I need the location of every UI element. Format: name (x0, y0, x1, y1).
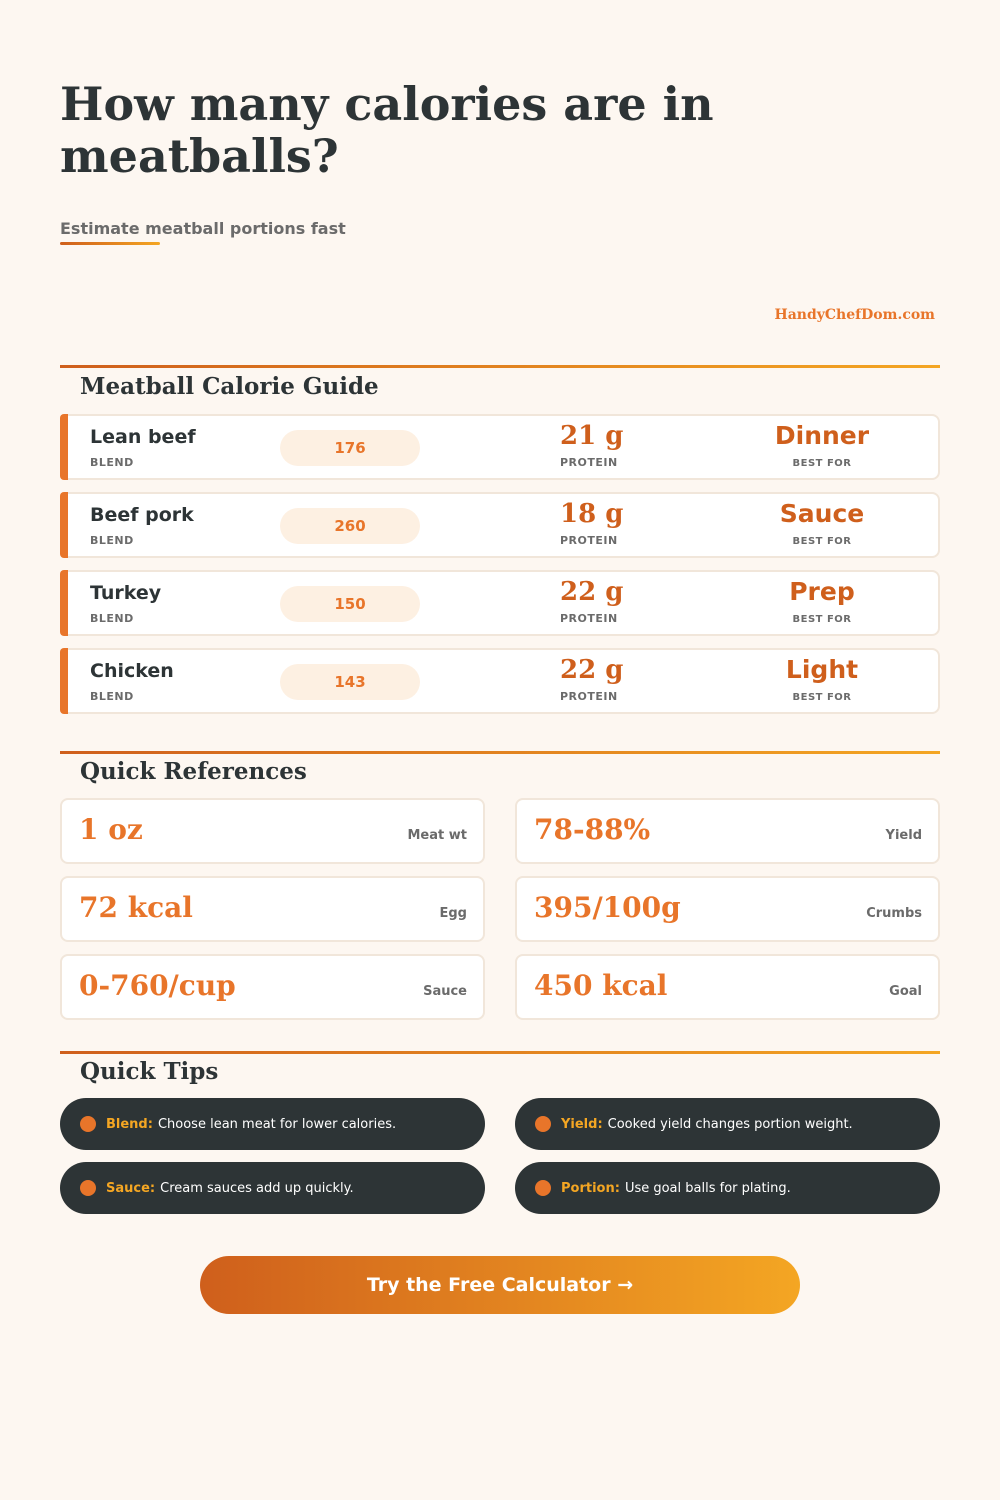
bullet-dot-icon (535, 1116, 551, 1132)
meat-type-label: BLEND (90, 612, 134, 625)
calorie-badge: 150 (280, 586, 420, 622)
reference-label: Goal (889, 984, 922, 999)
brand-link[interactable]: HandyChefDom.com (774, 307, 935, 323)
reference-value: 0-760/cup (79, 969, 236, 1002)
meat-type-label: BLEND (90, 534, 134, 547)
row-accent-bar (60, 414, 68, 480)
reference-label: Crumbs (866, 906, 922, 921)
reference-value: 450 kcal (534, 969, 668, 1002)
guide-divider (60, 365, 940, 368)
best-for-value: Light (785, 655, 859, 684)
best-for-value: Dinner (774, 421, 870, 450)
tip-portion (515, 1162, 940, 1214)
reference-label: Sauce (423, 984, 467, 999)
tip-key: Yield: (561, 1116, 603, 1132)
reference-value: 1 oz (79, 813, 143, 846)
reference-card-crumbs (515, 876, 940, 942)
reference-label: Egg (439, 906, 467, 921)
bullet-dot-icon (80, 1116, 96, 1132)
protein-value: 22 g (560, 577, 624, 607)
tip-text: Cream sauces add up quickly. (160, 1180, 354, 1196)
reference-card-yield (515, 798, 940, 864)
protein-label: PROTEIN (560, 612, 618, 625)
calorie-badge: 260 (280, 508, 420, 544)
tip-text: Use goal balls for plating. (624, 1180, 791, 1196)
protein-label: PROTEIN (560, 534, 618, 547)
row-accent-bar (60, 570, 68, 636)
guide-row-turkey (60, 570, 940, 636)
protein-value: 18 g (560, 499, 624, 529)
reference-label: Meat wt (407, 828, 467, 843)
protein-label: PROTEIN (560, 456, 618, 469)
tip-text: Choose lean meat for lower calories. (157, 1116, 397, 1132)
best-for-label: BEST FOR (792, 614, 852, 625)
meat-type-label: BLEND (90, 456, 134, 469)
best-for-value: Sauce (779, 499, 865, 528)
tip-key: Sauce: (106, 1180, 156, 1196)
reference-card-meat-wt (60, 798, 485, 864)
guide-row-lean-beef (60, 414, 940, 480)
tip-blend (60, 1098, 485, 1150)
tip-text: Cooked yield changes portion weight. (607, 1116, 853, 1132)
reference-value: 78-88% (534, 813, 651, 846)
references-divider (60, 751, 940, 754)
calorie-badge: 143 (280, 664, 420, 700)
page-subtitle: Estimate meatball portions fast (60, 219, 346, 238)
reference-value: 395/100g (534, 891, 681, 924)
tips-section-title: Quick Tips (80, 1058, 219, 1085)
subtitle-underline (60, 242, 160, 245)
best-for-label: BEST FOR (792, 692, 852, 703)
guide-row-chicken (60, 648, 940, 714)
meat-name: Lean beef (90, 426, 196, 448)
meat-name: Turkey (90, 582, 162, 604)
tip-key: Blend: (106, 1116, 153, 1132)
tip-key: Portion: (561, 1180, 620, 1196)
protein-label: PROTEIN (560, 690, 618, 703)
meat-name: Chicken (90, 660, 174, 682)
reference-value: 72 kcal (79, 891, 193, 924)
best-for-label: BEST FOR (792, 458, 852, 469)
try-calculator-button[interactable]: Try the Free Calculator → (200, 1256, 800, 1314)
bullet-dot-icon (535, 1180, 551, 1196)
row-accent-bar (60, 648, 68, 714)
calorie-badge: 176 (280, 430, 420, 466)
references-section-title: Quick References (80, 758, 307, 785)
protein-value: 21 g (560, 421, 624, 451)
reference-card-sauce (60, 954, 485, 1020)
row-accent-bar (60, 492, 68, 558)
reference-card-egg (60, 876, 485, 942)
tip-sauce (60, 1162, 485, 1214)
reference-label: Yield (885, 828, 922, 843)
best-for-label: BEST FOR (792, 536, 852, 547)
reference-card-goal (515, 954, 940, 1020)
guide-row-beef-pork (60, 492, 940, 558)
best-for-value: Prep (789, 577, 855, 606)
tips-divider (60, 1051, 940, 1054)
tip-yield (515, 1098, 940, 1150)
protein-value: 22 g (560, 655, 624, 685)
guide-section-title: Meatball Calorie Guide (80, 373, 379, 400)
page-title: How many calories are in meatballs? (60, 77, 714, 183)
bullet-dot-icon (80, 1180, 96, 1196)
meat-name: Beef pork (90, 504, 194, 526)
meat-type-label: BLEND (90, 690, 134, 703)
